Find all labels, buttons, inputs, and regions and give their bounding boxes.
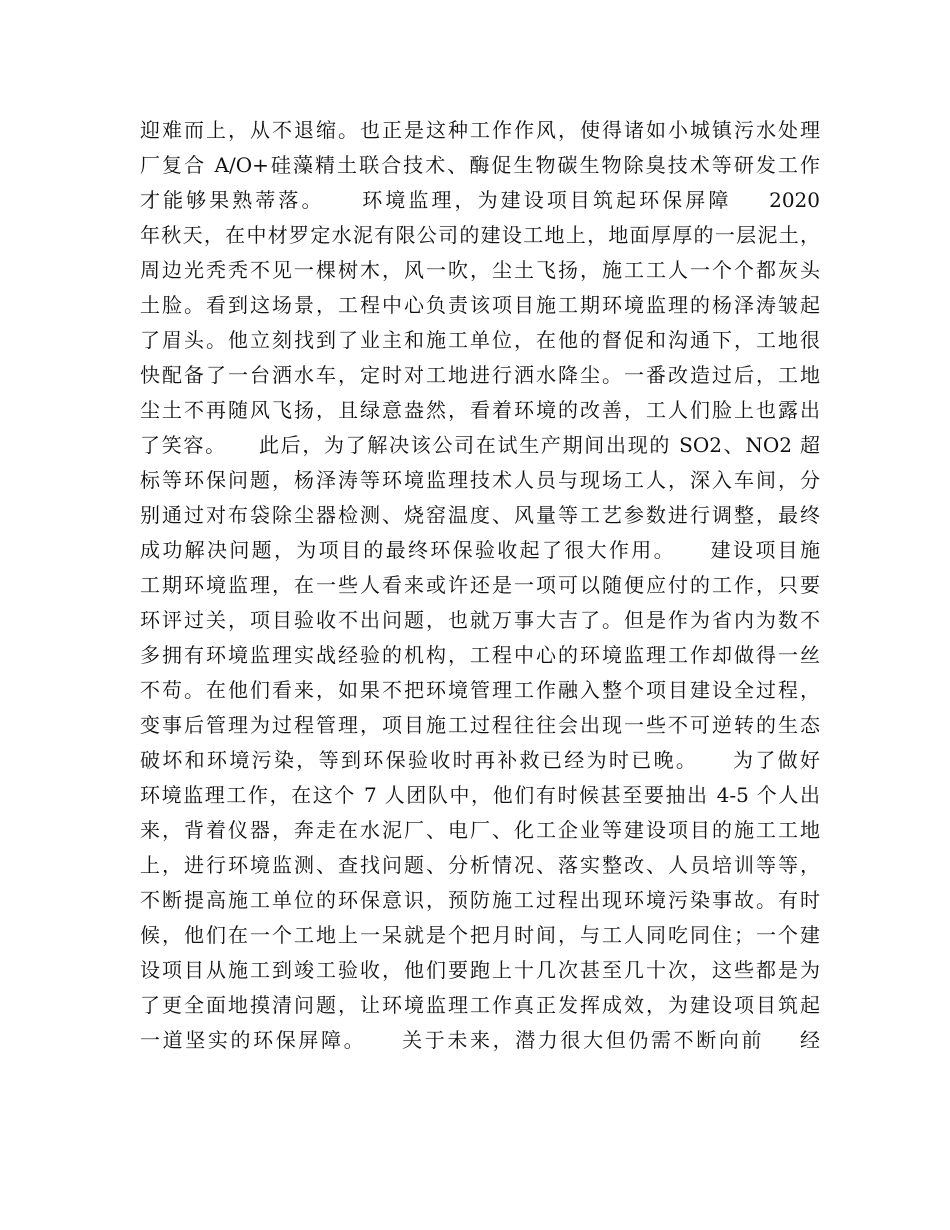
text-line: 快配备了一台洒水车，定时对工地进行洒水降尘。一番改造过后，工地 [140, 363, 820, 387]
text-line: 了笑容。 此后，为了解决该公司在试生产期间出现的 SO2、NO2 超 [140, 433, 820, 457]
text-line: 工期环境监理，在一些人看来或许还是一项可以随便应付的工作，只要 [140, 573, 820, 597]
text-line: 别通过对布袋除尘器检测、烧窑温度、风量等工艺参数进行调整，最终 [140, 503, 820, 527]
body-text [140, 113, 820, 1058]
text-line: 变事后管理为过程管理，项目施工过程往往会出现一些不可逆转的生态 [140, 713, 820, 737]
text-line: 才能够果熟蒂落。 环境监理，为建设项目筑起环保屏障 2020 [140, 188, 820, 212]
text-line: 设项目从施工到竣工验收，他们要跑上十几次甚至几十次，这些都是为 [140, 958, 820, 982]
text-line: 年秋天，在中材罗定水泥有限公司的建设工地上，地面厚厚的一层泥土， [140, 223, 820, 247]
text-line: 土脸。看到这场景，工程中心负责该项目施工期环境监理的杨泽涛皱起 [140, 293, 820, 317]
text-line: 了眉头。他立刻找到了业主和施工单位，在他的督促和沟通下，工地很 [140, 328, 820, 352]
text-line: 环评过关，项目验收不出问题，也就万事大吉了。但是作为省内为数不 [140, 608, 820, 632]
text-line: 不苟。在他们看来，如果不把环境管理工作融入整个项目建设全过程， [140, 678, 820, 702]
text-line: 标等环保问题，杨泽涛等环境监理技术人员与现场工人，深入车间，分 [140, 468, 820, 492]
text-line: 一道坚实的环保屏障。 关于未来，潜力很大但仍需不断向前 经 [140, 1028, 820, 1052]
text-line: 多拥有环境监理实战经验的机构，工程中心的环境监理工作却做得一丝 [140, 643, 820, 667]
text-line: 迎难而上，从不退缩。也正是这种工作作风，使得诸如小城镇污水处理 [140, 118, 820, 142]
text-line: 上，进行环境监测、查找问题、分析情况、落实整改、人员培训等等， [140, 853, 820, 877]
text-line: 尘土不再随风飞扬，且绿意盎然，看着环境的改善，工人们脸上也露出 [140, 398, 820, 422]
text-line: 成功解决问题，为项目的最终环保验收起了很大作用。 建设项目施 [140, 538, 820, 562]
text-line: 候，他们在一个工地上一呆就是个把月时间，与工人同吃同住；一个建 [140, 923, 820, 947]
text-line: 不断提高施工单位的环保意识，预防施工过程出现环境污染事故。有时 [140, 888, 820, 912]
text-line: 周边光秃秃不见一棵树木，风一吹，尘土飞扬，施工工人一个个都灰头 [140, 258, 820, 282]
text-line: 了更全面地摸清问题，让环境监理工作真正发挥成效，为建设项目筑起 [140, 993, 820, 1017]
text-line: 破坏和环境污染，等到环保验收时再补救已经为时已晚。 为了做好 [140, 748, 820, 772]
text-line: 环境监理工作，在这个 7 人团队中，他们有时候甚至要抽出 4-5 个人出 [140, 783, 820, 807]
text-line: 厂复合 A/O+硅藻精土联合技术、酶促生物碳生物除臭技术等研发工作 [140, 153, 820, 177]
text-line: 来，背着仪器，奔走在水泥厂、电厂、化工企业等建设项目的施工工地 [140, 818, 820, 842]
